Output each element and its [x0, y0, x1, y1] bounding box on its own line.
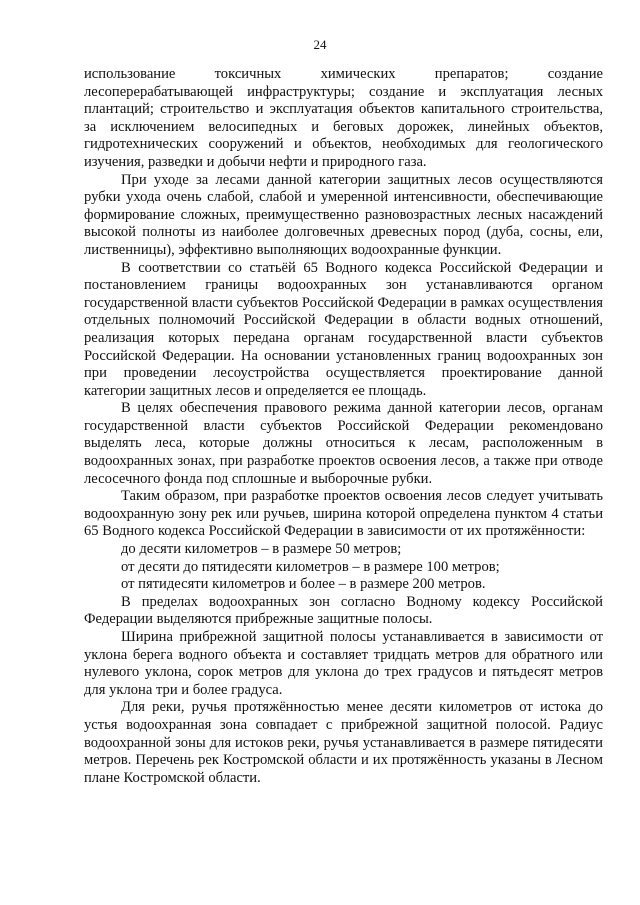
paragraph-legal-regime: В целях обеспечения правового режима данной категории лесов, органам государственной власти субъектов Российской Федерации рекомендовано выделять леса, которые должны относиться к лесам, расположенным в водоохранных зонах, при разработке проектов освоения лесов, а также при отводе лесосечного фонда под сплошные и выборочные рубки. — [84, 400, 603, 487]
page-number: 24 — [313, 37, 327, 52]
paragraph-strip-width: Ширина прибрежной защитной полосы устанавливается в зависимости от уклона берега водного объекта и составляет тридцать метров для обратного или нулевого уклона, сорок метров для уклона до трех градусов и пятьдесят метров для уклона три и более градуса. — [84, 629, 603, 698]
list-item-ten-to-fifty-km: от десяти до пятидесяти километров – в размере 100 метров; — [121, 558, 500, 575]
list-item-under-ten-km: до десяти километров – в размере 50 метров; — [121, 541, 402, 558]
paragraph-water-code-article: В соответствии со статьёй 65 Водного кодекса Российской Федерации и постановлением границы водоохранных зон устанавливаются органом государственной власти субъектов Российской Федерации в рамках осуществления отдельных полномочий Российской Федерации в области водных отношений, реализация которых передана органам государственной власти субъектов Российской Федерации. На основании установленных границ водоохранных зон при проведении лесоустройства осуществляется проектирование данной категории защитных лесов и определяется ее площадь. — [84, 259, 603, 399]
paragraph-water-protection-width: Таким образом, при разработке проектов освоения лесов следует учитывать водоохранную зону рек или ручьев, ширина которой определена пунктом 4 статьи 65 Водного кодекса Российской Федерации в зависимости от их протяжённости: — [84, 488, 603, 540]
list-item-over-fifty-km: от пятидесяти километров и более – в размере 200 метров. — [121, 576, 486, 593]
paragraph-thinning-cuts: При уходе за лесами данной категории защитных лесов осуществляются рубки ухода очень слабой, слабой и умеренной интенсивности, обеспечивающие формирование сложных, преимущественно разновозрастных лесных насаждений высокой полноты из наиболее долговечных древесных пород (дуба, сосны, ели, лиственницы), эффективно выполняющих водоохранные функции. — [84, 171, 603, 258]
paragraph-coastal-strips: В пределах водоохранных зон согласно Водному кодексу Российской Федерации выделяются прибрежные защитные полосы. — [84, 593, 603, 628]
paragraph-continuation: использование токсичных химических препаратов; создание лесоперерабатывающей инфраструктуры; создание и эксплуатация лесных плантаций; строительство и эксплуатация объектов капитального строительства, за исключением велосипедных и беговых дорожек, линейных объектов, гидротехнических сооружений и объектов, необходимых для геологического изучения, разведки и добычи нефти и природного газа. — [84, 66, 603, 170]
paragraph-short-rivers: Для реки, ручья протяжённостью менее десяти километров от истока до устья водоохранная зона совпадает с прибрежной защитной полосой. Радиус водоохранной зоны для истоков реки, ручья устанавливается в размере пятидесяти метров. Перечень рек Костромской области и их протяжённость указаны в Лесном плане Костромской области. — [84, 699, 603, 786]
document-body — [84, 66, 603, 787]
